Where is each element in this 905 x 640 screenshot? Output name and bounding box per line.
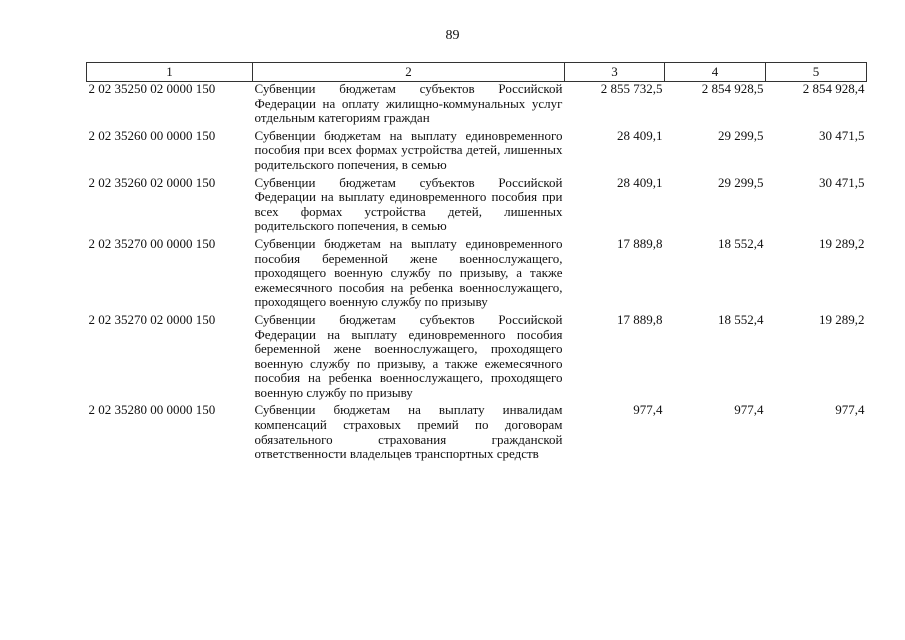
table-row (87, 176, 867, 237)
row-value-col3: 28 409,1 (617, 127, 663, 143)
table-row (87, 313, 867, 404)
header-col-5: 5 (766, 63, 867, 82)
row-value-col5: 19 289,2 (819, 311, 865, 327)
header-col-2: 2 (253, 63, 565, 82)
table-row (87, 237, 867, 313)
row-code: 2 02 35280 00 0000 150 (88, 402, 216, 418)
row-description: Субвенции бюджетам субъектов Российской Федерации на выплату единовременного пособия беременной жене военнослужащего, проходящего военную службу по призыву, а также ежемесячного пособия на ребенка военнослужащего, проходящего военную службу по призыву (254, 311, 563, 400)
row-value-col5: 2 854 928,4 (802, 81, 865, 96)
header-col-4: 4 (665, 63, 766, 82)
row-value-col4: 977,4 (734, 402, 764, 418)
row-value-col3: 17 889,8 (617, 311, 663, 327)
row-value-col4: 18 552,4 (718, 311, 764, 327)
row-code: 2 02 35270 00 0000 150 (88, 235, 216, 251)
table-row (87, 403, 867, 464)
table-row (87, 82, 867, 129)
row-value-col5: 19 289,2 (819, 235, 865, 251)
page-number: 89 (445, 28, 460, 43)
row-value-col3: 2 855 732,5 (600, 81, 663, 96)
row-value-col5: 977,4 (835, 402, 865, 418)
row-value-col4: 29 299,5 (718, 174, 764, 190)
table-body (87, 82, 867, 465)
table-row (87, 129, 867, 176)
header-col-1: 1 (87, 63, 253, 82)
row-description: Субвенции бюджетам субъектов Российской Федерации на выплату единовременного пособия при всех формах устройства детей, лишенных родительского попечения, в семью (254, 174, 563, 234)
row-value-col3: 17 889,8 (617, 235, 663, 251)
header-col-3: 3 (565, 63, 665, 82)
row-value-col5: 30 471,5 (819, 127, 865, 143)
row-value-col4: 18 552,4 (718, 235, 764, 251)
budget-table (86, 62, 867, 465)
row-description: Субвенции бюджетам на выплату инвалидам компенсаций страховых премий по договорам обязательного страхования гражданской ответственности владельцев транспортных средств (254, 402, 563, 462)
row-value-col4: 29 299,5 (718, 127, 764, 143)
row-code: 2 02 35270 02 0000 150 (88, 311, 216, 327)
row-value-col4: 2 854 928,5 (701, 81, 764, 96)
row-code: 2 02 35260 00 0000 150 (88, 127, 216, 143)
row-description: Субвенции бюджетам субъектов Российской Федерации на оплату жилищно-коммунальных услуг отдельным категориям граждан (254, 81, 563, 126)
row-value-col3: 28 409,1 (617, 174, 663, 190)
row-code: 2 02 35260 02 0000 150 (88, 174, 216, 190)
table-header (87, 63, 867, 82)
header-row (87, 63, 867, 82)
row-description: Субвенции бюджетам на выплату единовременного пособия беременной жене военнослужащего, проходящего военную службу по призыву, а также ежемесячного пособия на ребенка военнослужащего, проходящего военную службу по призыву (254, 235, 563, 310)
row-value-col3: 977,4 (633, 402, 663, 418)
row-description: Субвенции бюджетам на выплату единовременного пособия при всех формах устройства детей, лишенных родительского попечения, в семью (254, 127, 563, 172)
row-value-col5: 30 471,5 (819, 174, 865, 190)
row-code: 2 02 35250 02 0000 150 (88, 81, 216, 96)
